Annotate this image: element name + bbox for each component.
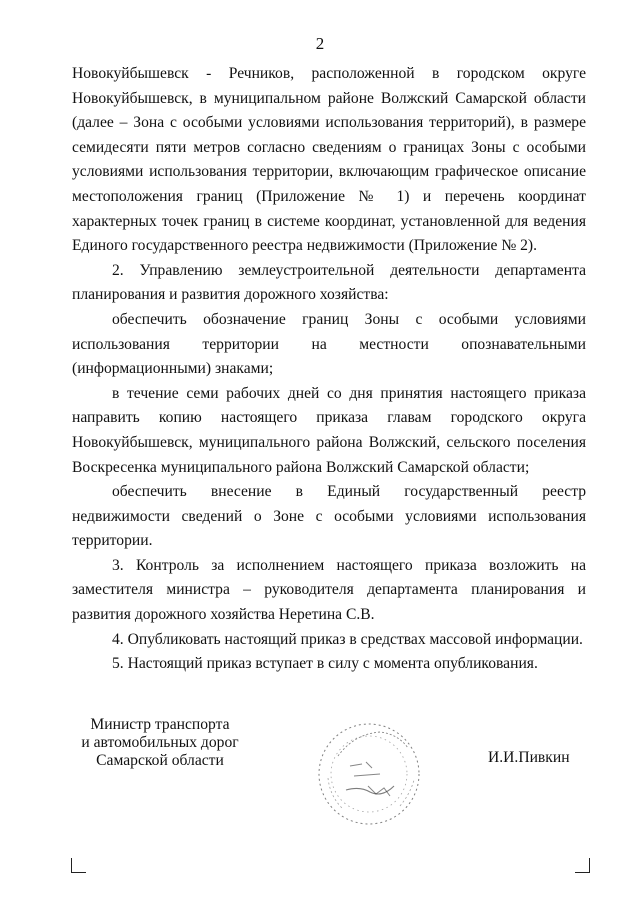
paragraph-continuation: Новокуйбышевск - Речников, расположенной в городском округе Новокуйбышевск, в муниципальном районе Волжский Самарской области (далее – Зона с особыми условиями использования территорий), в размере семидесяти пяти метров согласно сведениям о границах Зоны с особыми условиями использования территории, включающим графическое описание местоположения границ (Приложение № 1) и перечень координат характерных точек границ в системе координат, установленной для ведения Единого государственного реестра недвижимости (Приложение № 2).	[72, 65, 586, 255]
official-seal-icon	[310, 716, 428, 834]
signature-block	[0, 716, 640, 796]
paragraph-item-2: 2. Управлению землеустроительной деятельности департамента планирования и развития дорожного хозяйства:	[72, 261, 586, 304]
document-body	[72, 62, 586, 677]
paragraph-item-2-copies: в течение семи рабочих дней со дня принятия настоящего приказа направить копию настоящего приказа главам городского округа Новокуйбышевск, муниципального района Волжский, сельского поселения Воскресенка муниципального района Волжский Самарской области;	[72, 384, 586, 476]
signer-position-line-3: Самарской области	[96, 752, 224, 769]
signer-name: И.И.Пивкин	[488, 749, 570, 766]
corner-mark-right	[575, 858, 590, 873]
paragraph-item-2-marking: обеспечить обозначение границ Зоны с особыми условиями использования территории на местности опознавательными (информационными) знаками;	[72, 310, 586, 378]
paragraph-item-4: 4. Опубликовать настоящий приказ в средствах массовой информации.	[112, 630, 583, 648]
signer-position-line-2: и автомобильных дорог	[81, 734, 239, 751]
paragraph-item-2-registry: обеспечить внесение в Единый государственный реестр недвижимости сведений о Зоне с особыми условиями использования территории.	[72, 483, 586, 550]
signer-position-line-1: Министр транспорта	[90, 716, 230, 733]
corner-mark-left	[71, 858, 86, 873]
paragraph-item-5: 5. Настоящий приказ вступает в силу с момента опубликования.	[112, 655, 538, 673]
paragraph-item-3: 3. Контроль за исполнением настоящего приказа возложить на заместителя министра – руководителя департамента планирования и развития дорожного хозяйства Неретина С.В.	[72, 556, 586, 624]
page-number: 2	[315, 34, 325, 53]
signer-position	[72, 716, 248, 770]
